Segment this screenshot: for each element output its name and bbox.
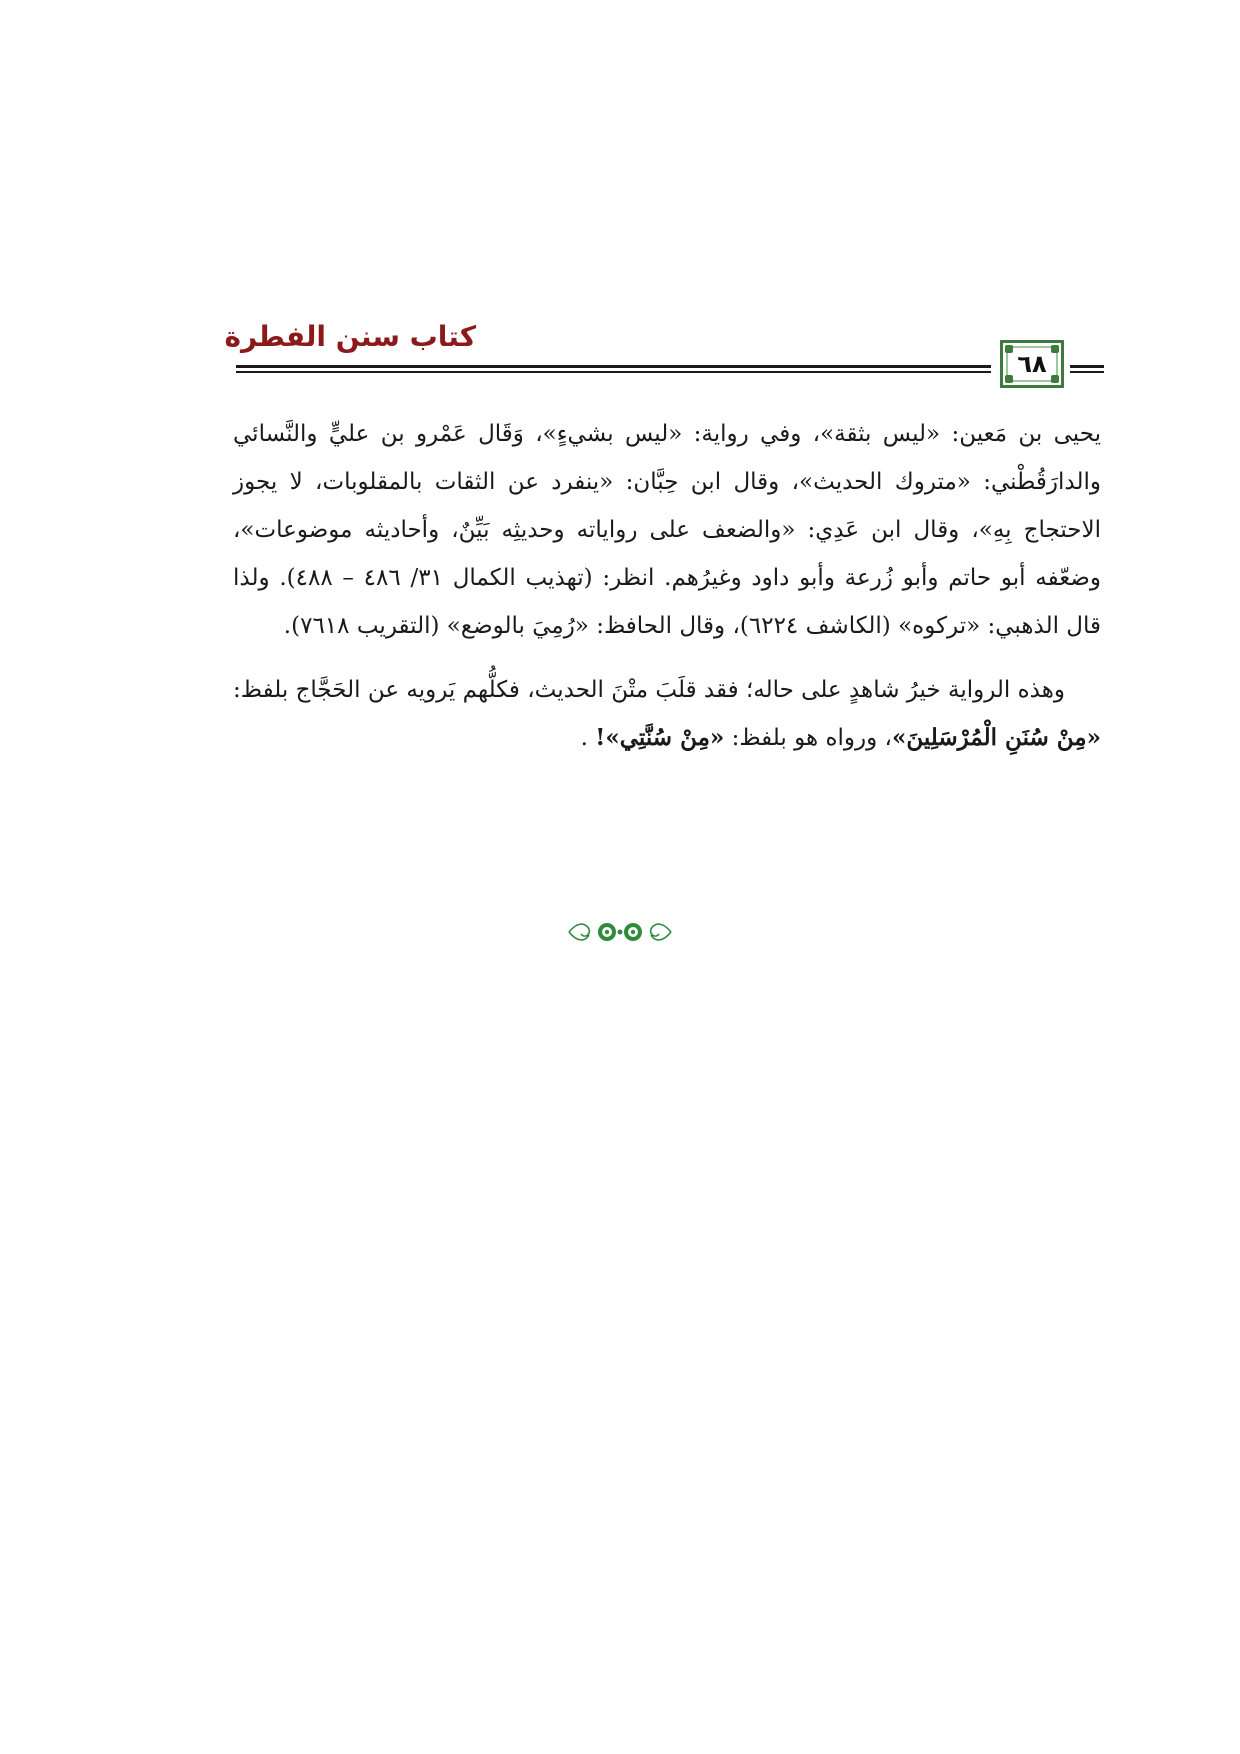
body-text xyxy=(233,410,1101,762)
page-number: ٦٨ xyxy=(1017,350,1047,378)
book-title: كتاب سنن الفطرة xyxy=(224,320,476,353)
paragraph-1: يحيى بن مَعين: «ليس بثقة»، وفي رواية: «ليس بشيءٍ»، وَقَال عَمْرو بن عليٍّ والنَّسائي والدارَقُطْني: «متروك الحديث»، وقال ابن حِبَّان: «ينفرد عن الثقات بالمقلوبات، لا يجوز الاحتجاج بِهِ»، وقال ابن عَدِي: «والضعف على رواياته وحديثِه بَيِّنٌ، وأحاديثه موضوعات»، وضعّفه أبو حاتم وأبو زُرعة وأبو داود وغيرُهم. انظر: (تهذيب الكمال ٣١/ ٤٨٦ – ٤٨٨). ولذا قال الذهبي: «تركوه» (الكاشف ٦٢٢٤)، وقال الحافظ: «رُمِيَ بالوضع» (التقريب ٧٦١٨). xyxy=(233,421,1101,639)
paragraph-2-text-3: . xyxy=(580,725,596,751)
quote-sunan-al-mursalin: «مِنْ سُنَنِ الْمُرْسَلِينَ» xyxy=(891,724,1101,751)
page-number-badge xyxy=(1000,340,1064,388)
quote-sunnati: «مِنْ سُنَّتِي»! xyxy=(595,724,725,751)
floral-ornament-icon xyxy=(565,917,675,947)
paragraph-2-text-1: وهذه الرواية خيرُ شاهدٍ على حاله؛ فقد قلَبَ متْنَ الحديث، فكلُّهم يَرويه عن الحَجَّاج بلفظ: xyxy=(233,677,1065,703)
header-rule-tail-top xyxy=(1070,365,1104,368)
header-rule-bottom xyxy=(236,371,991,373)
header-rule-tail-bottom xyxy=(1070,371,1104,373)
paragraph-2-text-2: ، ورواه هو بلفظ: xyxy=(724,725,892,751)
paragraph-2 xyxy=(233,666,1101,762)
header-rule-top xyxy=(236,365,991,368)
